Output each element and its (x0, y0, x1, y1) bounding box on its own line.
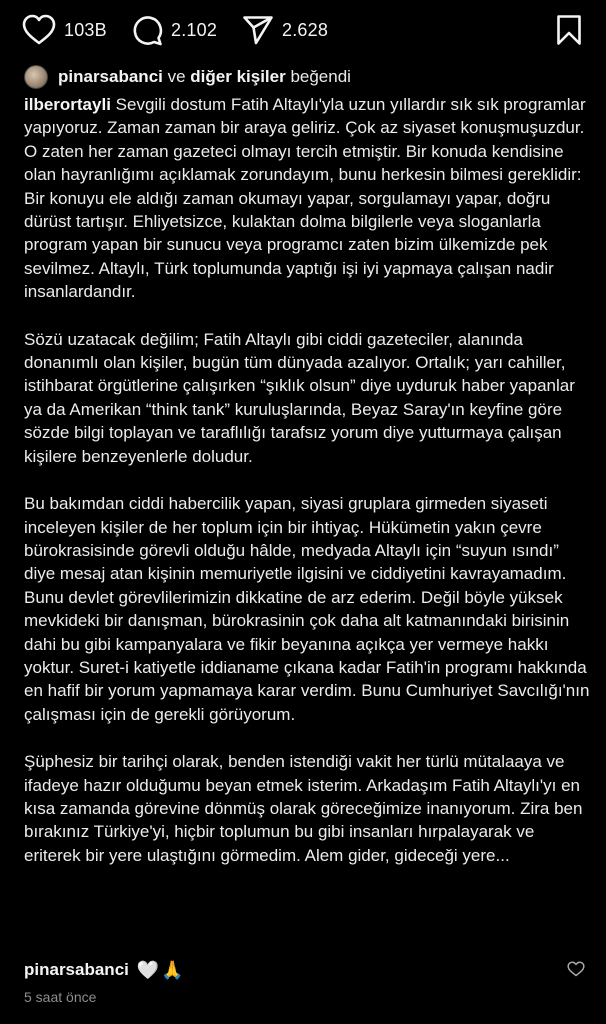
share-action[interactable] (242, 14, 328, 46)
liked-by-line (24, 64, 351, 90)
comment-count[interactable]: 2.102 (171, 19, 218, 40)
post-timestamp: 5 saat önce (24, 989, 97, 1005)
share-count[interactable]: 2.628 (282, 19, 329, 40)
comment-action[interactable] (131, 14, 217, 46)
bookmark-icon[interactable] (556, 14, 582, 46)
liker-username[interactable]: pinarsabanci (58, 67, 163, 86)
send-icon[interactable] (242, 14, 274, 46)
comment-row (24, 957, 590, 983)
like-count[interactable]: 103B (64, 19, 107, 40)
liked-by-suffix: beğendi (285, 67, 351, 86)
caption-paragraph: Şüphesiz bir tarihçi olarak, benden istendiği vakit her türlü mütalaaya ve ifadeye hazır olduğumu beyan etmek isterim. Arkadaşım Fatih Altaylı'yı en kısa zamanda görevine dönmüş olarak göreceğimize inanıyorum. Zira ben bırakınız Türkiye'yi, hiçbir toplumun bu gibi insanları hırpalayarak ve eriterek bir yere ulaştığını görmedim. Alem gider, gideceği yere... (24, 752, 583, 865)
avatar[interactable] (24, 65, 48, 89)
post-action-bar (0, 0, 606, 62)
comment-text: 🤍🙏 (136, 959, 186, 980)
post-caption (24, 93, 590, 891)
caption-paragraph: Bu bakımdan ciddi habercilik yapan, siyasi gruplara girmeden siyaseti inceleyen kişiler de her toplum için bir ihtiyaç. Hükümetin yakın çevre bürokrasisinde görevli olduğu hâlde, medyada Altaylı için “suyun ısındı” diye mesaj atan kişinin memuriyetle ilgisini ve ciddiyetini kavrayamadım. Bunu devlet görevlilerimizin dikkatine de arz ederim. Değil böyle yüksek mevkideki bir danışman, bürokrasinin çok daha alt katmanındaki birisinin dahi bu gibi kampanyalara ve fikir beyanına açıkça yer vermeye hakkı yoktur. Suret-i katiyetle iddianame çıkana kadar Fatih'in programı hakkında en hafif bir yorum yapmamaya karar verdim. Bunu Cumhuriyet Savcılığı'nın çalışması için de gerekli görüyorum. (24, 494, 590, 724)
like-action[interactable] (22, 14, 107, 46)
caption-paragraph (24, 93, 590, 304)
other-likers-link[interactable]: diğer kişiler (190, 67, 286, 86)
comment-icon[interactable] (131, 14, 163, 46)
liked-by-connector: ve (162, 67, 191, 86)
caption-author[interactable]: ilberortayli (24, 95, 111, 114)
save-action[interactable] (556, 14, 582, 46)
comment-like-heart-icon[interactable] (567, 961, 585, 977)
comment-username[interactable]: pinarsabanci (24, 960, 129, 979)
caption-text: Sevgili dostum Fatih Altaylı'yla uzun yıllardır sık sık programlar yapıyoruz. Zaman zaman bir araya geliriz. Çok az siyaset konuşmuşuzdur. O zaten her zaman gazeteci olmayı tercih etmiştir. Bir konuda kendisine olan hayranlığımı açıklamak zorundayım, bunu herkesin bilmesi gereklidir: Bir konuyu ele aldığı zaman okumayı yapar, sorgulamayı yapar, doğru dürüst tartışır. Ehliyetsizce, kulaktan dolma bilgilerle veya sloganlarla program yapan bir sunucu veya programcı zaten bizim ülkemizde pek sevilmez. Altaylı, Türk toplumunda yaptığı işi iyi yapmaya çalışan nadir insanlardandır. (24, 95, 586, 302)
heart-icon[interactable] (22, 14, 56, 46)
caption-paragraph: Sözü uzatacak değilim; Fatih Altaylı gibi ciddi gazeteciler, alanında donanımlı olan kişiler, bugün tüm dünyada azalıyor. Ortalık; yarı cahiller, istihbarat örgütlerine çalışırken “şıklık olsun” diye uyduruk haber yapanlar ya da Amerikan “think tank” kuruluşlarında, Beyaz Saray'ın keyfine göre sözde bilgi toplayan ve taraflılığı tarafsız yorum diye yutturmaya çalışan kişilere benzeyenlerle doludur. (24, 329, 575, 466)
